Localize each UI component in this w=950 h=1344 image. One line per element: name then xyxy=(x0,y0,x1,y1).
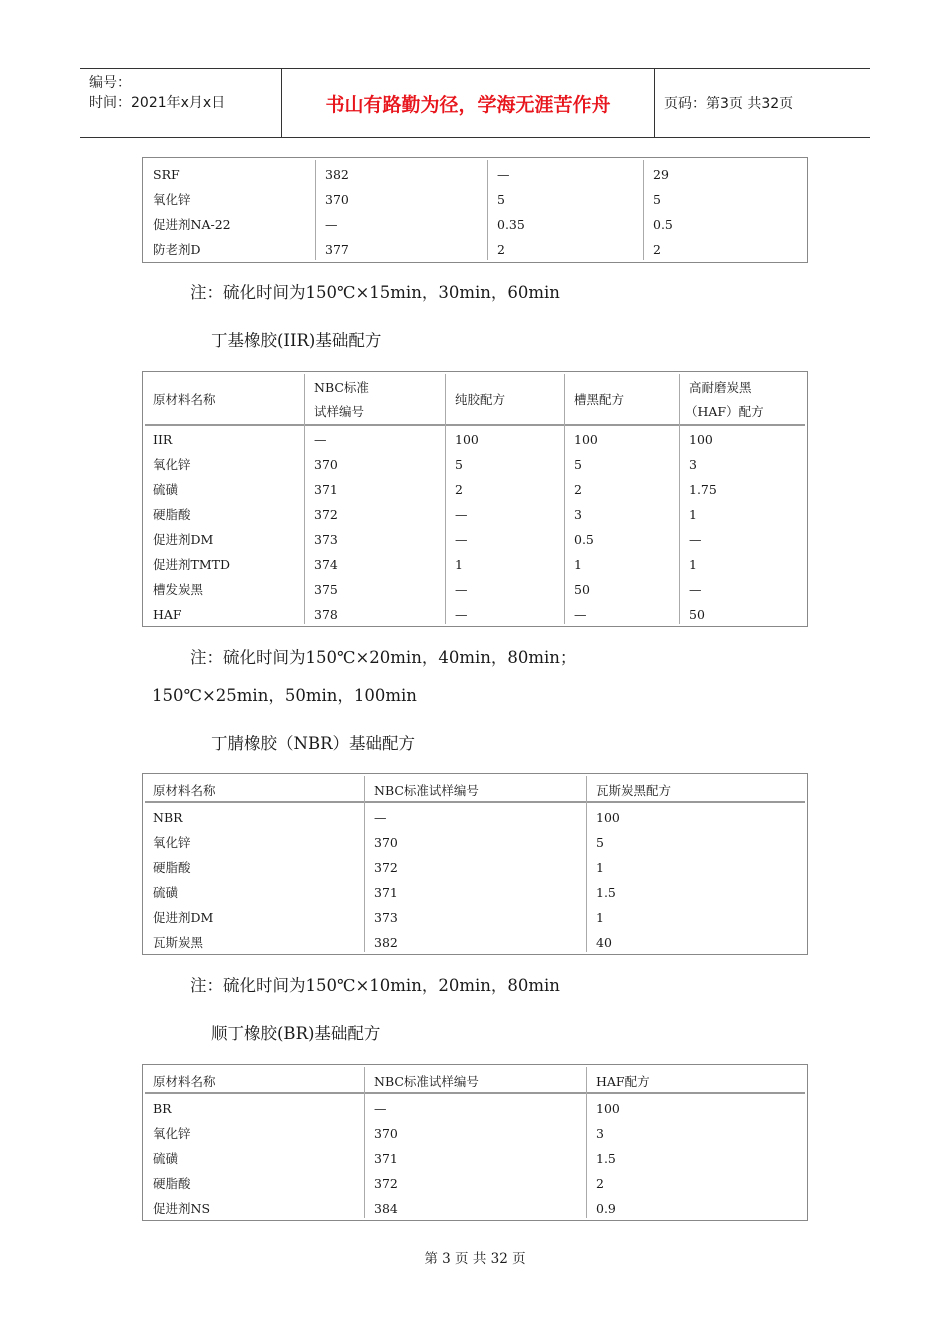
table-cell: 防老剂D xyxy=(153,242,201,257)
table-cell: 100 xyxy=(689,432,713,447)
table-cell: 2 xyxy=(497,242,505,257)
table-cell: — xyxy=(374,1101,387,1116)
table-cell: 372 xyxy=(314,507,338,522)
column-header: 瓦斯炭黑配方 xyxy=(596,783,672,798)
table-cell: 1.75 xyxy=(689,482,717,497)
table-cell: 1 xyxy=(689,557,697,572)
section-heading-iir: 丁基橡胶(IIR)基础配方 xyxy=(211,331,382,350)
table-cell: 氧化锌 xyxy=(153,457,191,472)
section-heading-br: 顺丁橡胶(BR)基础配方 xyxy=(211,1024,381,1043)
table-cell: — xyxy=(689,582,702,597)
table-cell: 2 xyxy=(574,482,582,497)
table-cell: 370 xyxy=(374,1126,398,1141)
table-cell: 硬脂酸 xyxy=(153,1176,191,1191)
table-cell: 促进剂DM xyxy=(153,910,214,925)
table-cell: 5 xyxy=(574,457,582,472)
table-cell: 100 xyxy=(596,1101,620,1116)
table-cell: — xyxy=(574,607,587,622)
table-cell: 1 xyxy=(596,860,604,875)
column-header: 槽黑配方 xyxy=(574,392,625,407)
table-cell: — xyxy=(325,217,338,232)
table-cell: 372 xyxy=(374,860,398,875)
table-cell: BR xyxy=(153,1101,172,1116)
table-cell: — xyxy=(374,810,387,825)
table-cell: 1.5 xyxy=(596,1151,616,1166)
note-vulcanization-2-continued: 150℃×25min，50min，100min xyxy=(152,686,417,705)
table-cell: 370 xyxy=(325,192,349,207)
table-cell: HAF xyxy=(153,607,182,622)
column-header: 原材料名称 xyxy=(153,783,216,798)
table-cell: 硫磺 xyxy=(153,1151,179,1166)
table-cell: — xyxy=(455,582,468,597)
table-cell: — xyxy=(689,532,702,547)
table-cell: 促进剂NA-22 xyxy=(153,217,231,232)
table-cell: 2 xyxy=(455,482,463,497)
table-cell: 1 xyxy=(455,557,463,572)
column-header: NBC标准 xyxy=(314,380,369,395)
document-date-label: 时间：2021年x月x日 xyxy=(89,95,226,111)
table-cell: 3 xyxy=(689,457,697,472)
table-cell: 40 xyxy=(596,935,612,950)
column-header: NBC标准试样编号 xyxy=(374,783,479,798)
table-cell: 0.35 xyxy=(497,217,525,232)
table-cell: 氧化锌 xyxy=(153,835,191,850)
table-cell: 0.9 xyxy=(596,1201,616,1216)
note-vulcanization-3: 注：硫化时间为150℃×10min，20min，80min xyxy=(190,976,560,995)
table-cell: 1 xyxy=(689,507,697,522)
table-cell: 2 xyxy=(653,242,661,257)
table-cell: 377 xyxy=(325,242,349,257)
table-cell: 100 xyxy=(455,432,479,447)
table-cell: 3 xyxy=(574,507,582,522)
column-header: 原材料名称 xyxy=(153,392,216,407)
page-header xyxy=(80,68,870,138)
column-header: 试样编号 xyxy=(314,404,365,419)
table-cell: NBR xyxy=(153,810,183,825)
table-cell: 374 xyxy=(314,557,338,572)
table-cell: 硫磺 xyxy=(153,885,179,900)
table-cell: 槽发炭黑 xyxy=(153,582,204,597)
table-cell: — xyxy=(314,432,327,447)
table-cell: 2 xyxy=(596,1176,604,1191)
table-cell: 5 xyxy=(596,835,604,850)
note-vulcanization-1: 注：硫化时间为150℃×15min，30min，60min xyxy=(190,283,560,302)
column-header: 高耐磨炭黑 xyxy=(689,380,752,395)
table-cell: 100 xyxy=(574,432,598,447)
table-cell: 371 xyxy=(374,1151,398,1166)
table-cell: 1.5 xyxy=(596,885,616,900)
table-cell: 氧化锌 xyxy=(153,192,191,207)
table-cell: 5 xyxy=(653,192,661,207)
document-number-label: 编号： xyxy=(89,75,131,91)
table-cell: 373 xyxy=(374,910,398,925)
table-cell: 375 xyxy=(314,582,338,597)
table-cell: 50 xyxy=(689,607,705,622)
table-iir xyxy=(142,371,808,627)
table-cell: 硬脂酸 xyxy=(153,860,191,875)
header-page-indicator: 页码：第3页 共32页 xyxy=(664,96,794,112)
table-cell: 促进剂NS xyxy=(153,1201,211,1216)
note-vulcanization-2: 注：硫化时间为150℃×20min，40min，80min； xyxy=(190,648,577,667)
table-cell: 382 xyxy=(325,167,349,182)
header-meta xyxy=(80,69,280,137)
table-cell: 促进剂DM xyxy=(153,532,214,547)
column-header: 纯胶配方 xyxy=(455,392,506,407)
table-cell: 371 xyxy=(374,885,398,900)
table-cell: 50 xyxy=(574,582,590,597)
table-cell: — xyxy=(497,167,510,182)
column-header: （HAF）配方 xyxy=(685,404,764,419)
column-header: HAF配方 xyxy=(596,1074,650,1089)
table-cell: 0.5 xyxy=(653,217,673,232)
section-heading-nbr: 丁腈橡胶（NBR）基础配方 xyxy=(211,734,415,753)
table-cell: 5 xyxy=(455,457,463,472)
table-cell: 1 xyxy=(596,910,604,925)
table-cell: 370 xyxy=(374,835,398,850)
table-cell: IIR xyxy=(153,432,173,447)
table-continuation xyxy=(142,157,808,263)
page-footer: 第 3 页 共 32 页 xyxy=(424,1251,526,1267)
table-cell: 0.5 xyxy=(574,532,594,547)
table-cell: SRF xyxy=(153,167,180,182)
table-cell: 100 xyxy=(596,810,620,825)
table-cell: — xyxy=(455,607,468,622)
table-cell: 氧化锌 xyxy=(153,1126,191,1141)
table-br xyxy=(142,1064,808,1221)
table-cell: — xyxy=(455,507,468,522)
table-cell: 硬脂酸 xyxy=(153,507,191,522)
table-cell: 29 xyxy=(653,167,669,182)
table-cell: 5 xyxy=(497,192,505,207)
table-cell: 378 xyxy=(314,607,338,622)
table-cell: 382 xyxy=(374,935,398,950)
column-header: 原材料名称 xyxy=(153,1074,216,1089)
table-cell: 372 xyxy=(374,1176,398,1191)
table-cell: 瓦斯炭黑 xyxy=(153,935,204,950)
header-motto: 书山有路勤为径，学海无涯苦作舟 xyxy=(281,69,655,137)
table-cell: 373 xyxy=(314,532,338,547)
table-cell: 3 xyxy=(596,1126,604,1141)
table-cell: 384 xyxy=(374,1201,398,1216)
table-cell: 370 xyxy=(314,457,338,472)
table-cell: 硫磺 xyxy=(153,482,179,497)
table-cell: 促进剂TMTD xyxy=(153,557,230,572)
table-cell: 1 xyxy=(574,557,582,572)
table-cell: — xyxy=(455,532,468,547)
table-cell: 371 xyxy=(314,482,338,497)
table-nbr xyxy=(142,773,808,955)
column-header: NBC标准试样编号 xyxy=(374,1074,479,1089)
